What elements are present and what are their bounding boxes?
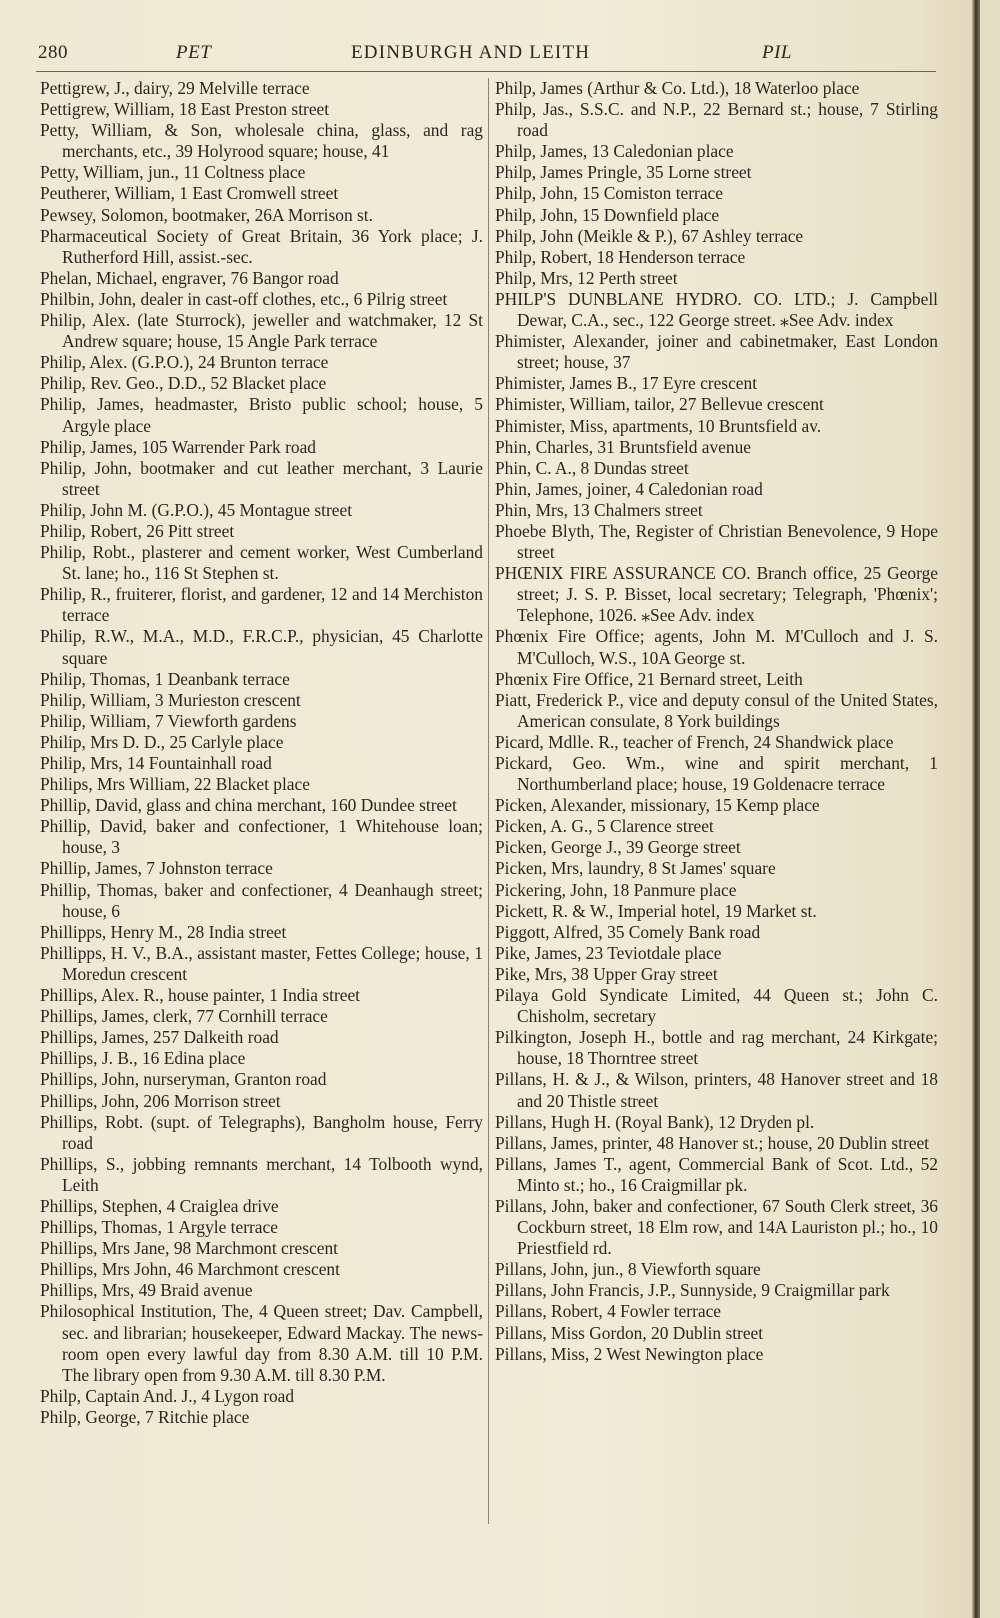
directory-entry: Philip, Mrs, 14 Fountainhall road [40, 753, 272, 773]
header-rule [36, 71, 936, 72]
left-running-head: PET [176, 42, 212, 63]
directory-entry: Philip, Alex. (late Sturrock), jeweller and watchmaker, 12 St Andrew square; house, 15 Angle Park terrace [40, 310, 483, 352]
directory-entry: Picken, Alexander, missionary, 15 Kemp place [495, 795, 820, 816]
directory-entry: Philbin, John, dealer in cast-off clothes, etc., 6 Pilrig street [40, 288, 448, 309]
directory-entry: Philip, R.W., M.A., M.D., F.R.C.P., physician, 45 Charlotte square [40, 626, 483, 668]
directory-entry: Pewsey, Solomon, bootmaker, 26A Morrison st. [40, 204, 373, 225]
directory-entry: Philp, Robert, 18 Henderson terrace [495, 246, 746, 267]
directory-entry: Philips, Mrs William, 22 Blacket place [40, 774, 310, 795]
directory-entry: Phillips, John, nurseryman, Granton road [40, 1069, 327, 1090]
page-title: EDINBURGH AND LEITH [351, 42, 591, 63]
directory-entry: Phimister, Alexander, joiner and cabinetmaker, East London street; house, 37 [495, 331, 938, 373]
directory-entry: Philip, Robt., plasterer and cement worker, West Cumberland St. lane; ho., 116 St Stephen st. [40, 542, 483, 584]
directory-entry: Pillans, John, jun., 8 Viewforth square [495, 1259, 761, 1280]
directory-entry: Phillip, Thomas, baker and confectioner, 4 Deanhaugh street; house, 6 [40, 879, 483, 921]
directory-entry: Philp, James (Arthur & Co. Ltd.), 18 Waterloo place [495, 78, 860, 98]
directory-entry: Piatt, Frederick P., vice and deputy consul of the United States, American consulate, 8 York buildings [495, 689, 938, 731]
directory-entry: Phillip, James, 7 Johnston terrace [40, 858, 273, 879]
directory-entry: PHILP'S DUNBLANE HYDRO. CO. LTD.; J. Campbell Dewar, C.A., sec., 122 George street. ⁎See Adv. index [495, 288, 938, 331]
directory-entry: Pettigrew, J., dairy, 29 Melville terrace [40, 78, 310, 98]
directory-entry: Phillips, James, 257 Dalkeith road [40, 1027, 279, 1048]
directory-entry: Phillipps, H. V., B.A., assistant master, Fettes College; house, 1 Moredun crescent [40, 942, 483, 984]
directory-entry: Philip, Robert, 26 Pitt street [40, 520, 235, 541]
directory-entry: Phimister, William, tailor, 27 Bellevue crescent [495, 394, 824, 415]
directory-entry: Pillans, Hugh H. (Royal Bank), 12 Dryden pl. [495, 1111, 815, 1132]
directory-entry: Phin, Mrs, 13 Chalmers street [495, 499, 703, 520]
directory-entry: Phillips, Mrs John, 46 Marchmont crescent [40, 1259, 340, 1280]
directory-entry: Phin, James, joiner, 4 Caledonian road [495, 478, 763, 499]
directory-entry: Phillip, David, glass and china merchant, 160 Dundee street [40, 795, 457, 816]
directory-entry: Phillips, Alex. R., house painter, 1 India street [40, 985, 361, 1006]
directory-entry: Philosophical Institution, The, 4 Queen street; Dav. Campbell, sec. and librarian; housekeeper, Edward Mackay. The news-room open every lawful day from 8.30 A.M. till 10 P.M. The library open from 9.30 A.M. till 8.30 P.M. [40, 1301, 483, 1385]
directory-entry: Phelan, Michael, engraver, 76 Bangor road [40, 267, 339, 288]
directory-entry: Philp, John (Meikle & P.), 67 Ashley terrace [495, 225, 804, 246]
directory-entry: Pilaya Gold Syndicate Limited, 44 Queen st.; John C. Chisholm, secretary [495, 985, 938, 1027]
column-divider [488, 78, 489, 1524]
directory-entry: Pickett, R. & W., Imperial hotel, 19 Market st. [495, 900, 817, 921]
directory-entry: Pillans, James T., agent, Commercial Bank of Scot. Ltd., 52 Minto st.; ho., 16 Craigmillar pk. [495, 1153, 938, 1195]
directory-entry: Pillans, Robert, 4 Fowler terrace [495, 1301, 722, 1322]
directory-entry: Philip, William, 7 Viewforth gardens [40, 710, 297, 731]
directory-entry: Phillips, Stephen, 4 Craiglea drive [40, 1195, 279, 1216]
directory-entry: Phillips, Mrs Jane, 98 Marchmont crescent [40, 1238, 339, 1259]
directory-entry: Philip, R., fruiterer, florist, and gardener, 12 and 14 Merchiston terrace [40, 584, 483, 626]
directory-entry: Phillips, S., jobbing remnants merchant, 14 Tolbooth wynd, Leith [40, 1153, 483, 1195]
directory-entry: Pike, James, 23 Teviotdale place [495, 942, 722, 963]
directory-entry: Peutherer, William, 1 East Cromwell street [40, 183, 339, 204]
directory-entry: Pillans, James, printer, 48 Hanover st.; house, 20 Dublin street [495, 1132, 930, 1153]
directory-entry: PHŒNIX FIRE ASSURANCE CO. Branch office, 25 George street; J. S. P. Bisset, local secretary; Telegraph, 'Phœnix'; Telephone, 1026. ⁎See Adv. index [495, 563, 938, 626]
directory-entry: Philp, Jas., S.S.C. and N.P., 22 Bernard st.; house, 7 Stirling road [495, 99, 938, 141]
directory-entry: Philip, Alex. (G.P.O.), 24 Brunton terrace [40, 352, 329, 373]
directory-entry: Philip, Rev. Geo., D.D., 52 Blacket place [40, 373, 327, 394]
directory-entry: Phœnix Fire Office; agents, John M. M'Culloch and J. S. M'Culloch, W.S., 10A George st. [495, 626, 938, 668]
page-gutter [972, 0, 980, 1618]
directory-entry: Philp, James, 13 Caledonian place [495, 141, 734, 162]
running-header [36, 38, 936, 68]
directory-entry: Philip, John, bootmaker and cut leather merchant, 3 Laurie street [40, 457, 483, 499]
directory-entry: Pillans, Miss, 2 West Newington place [495, 1343, 764, 1364]
directory-entry: Phoebe Blyth, The, Register of Christian Benevolence, 9 Hope street [495, 520, 938, 563]
directory-entry: Phin, C. A., 8 Dundas street [495, 457, 689, 478]
directory-entry: Phimister, James B., 17 Eyre crescent [495, 373, 758, 394]
directory-entry: Phillips, Robt. (supt. of Telegraphs), Bangholm house, Ferry road [40, 1111, 483, 1153]
directory-entry: Phillipps, Henry M., 28 India street [40, 921, 287, 942]
directory-entry: Pike, Mrs, 38 Upper Gray street [495, 963, 718, 984]
directory-entry: Picard, Mdlle. R., teacher of French, 24 Shandwick place [495, 731, 894, 752]
directory-entry: Philp, James Pringle, 35 Lorne street [495, 162, 752, 183]
directory-entry: Philip, Thomas, 1 Deanbank terrace [40, 668, 290, 689]
directory-entry: Pillans, John Francis, J.P., Sunnyside, 9 Craigmillar park [495, 1280, 890, 1301]
directory-entry: Pillans, Miss Gordon, 20 Dublin street [495, 1322, 764, 1343]
directory-entry: Pharmaceutical Society of Great Britain, 36 York place; J. Rutherford Hill, assist.-sec. [40, 225, 483, 267]
directory-entry: Phin, Charles, 31 Bruntsfield avenue [495, 436, 751, 457]
right-running-head: PIL [762, 42, 792, 63]
directory-entry: Philp, George, 7 Ritchie place [40, 1406, 250, 1427]
directory-entry: Philip, James, 105 Warrender Park road [40, 436, 316, 457]
directory-entry: Philp, Mrs, 12 Perth street [495, 267, 678, 288]
directory-entry: Picken, George J., 39 George street [495, 837, 741, 858]
directory-entry: Phillips, Mrs, 49 Braid avenue [40, 1280, 253, 1301]
directory-entry: Piggott, Alfred, 35 Comely Bank road [495, 921, 761, 942]
directory-entry: Philip, John M. (G.P.O.), 45 Montague street [40, 499, 353, 520]
directory-entry: Petty, William, & Son, wholesale china, glass, and rag merchants, etc., 39 Holyrood square; house, 41 [40, 120, 483, 162]
directory-entry: Pickard, Geo. Wm., wine and spirit merchant, 1 Northumberland place; house, 19 Goldenacre terrace [495, 753, 938, 795]
directory-entry: Picken, Mrs, laundry, 8 St James' square [495, 858, 776, 879]
directory-entry: Phillips, John, 206 Morrison street [40, 1090, 281, 1111]
directory-entry: Phimister, Miss, apartments, 10 Bruntsfield av. [495, 415, 822, 436]
next-page-edge [980, 0, 1000, 1618]
right-column [495, 78, 938, 1365]
directory-entry: Pillans, John, baker and confectioner, 67 South Clerk street, 36 Cockburn street, 18 Elm row, and 14A Lauriston pl.; ho., 10 Priestfield rd. [495, 1195, 938, 1259]
directory-entry: Philp, Captain And. J., 4 Lygon road [40, 1385, 295, 1406]
directory-entry: Philip, William, 3 Murieston crescent [40, 689, 301, 710]
directory-entry: Pickering, John, 18 Panmure place [495, 879, 737, 900]
directory-entry: Phillips, Thomas, 1 Argyle terrace [40, 1217, 278, 1238]
directory-entry: Phillip, David, baker and confectioner, 1 Whitehouse loan; house, 3 [40, 816, 483, 858]
directory-entry: Petty, William, jun., 11 Coltness place [40, 162, 306, 183]
directory-entry: Pilkington, Joseph H., bottle and rag merchant, 24 Kirkgate; house, 18 Thorntree street [495, 1027, 938, 1069]
directory-entry: Phillips, J. B., 16 Edina place [40, 1048, 246, 1069]
directory-entry: Philip, Mrs D. D., 25 Carlyle place [40, 731, 284, 752]
directory-entry: Picken, A. G., 5 Clarence street [495, 816, 714, 837]
left-column [40, 78, 483, 1428]
directory-entry: Philp, John, 15 Comiston terrace [495, 183, 723, 204]
directory-entry: Philip, James, headmaster, Bristo public school; house, 5 Argyle place [40, 394, 483, 436]
page-number: 280 [38, 42, 68, 63]
directory-entry: Philp, John, 15 Downfield place [495, 204, 720, 225]
directory-entry: Phillips, James, clerk, 77 Cornhill terrace [40, 1006, 328, 1027]
directory-entry: Pillans, H. & J., & Wilson, printers, 48 Hanover street and 18 and 20 Thistle street [495, 1069, 938, 1111]
directory-entry: Pettigrew, William, 18 East Preston street [40, 99, 330, 120]
directory-entry: Phœnix Fire Office, 21 Bernard street, Leith [495, 668, 803, 689]
